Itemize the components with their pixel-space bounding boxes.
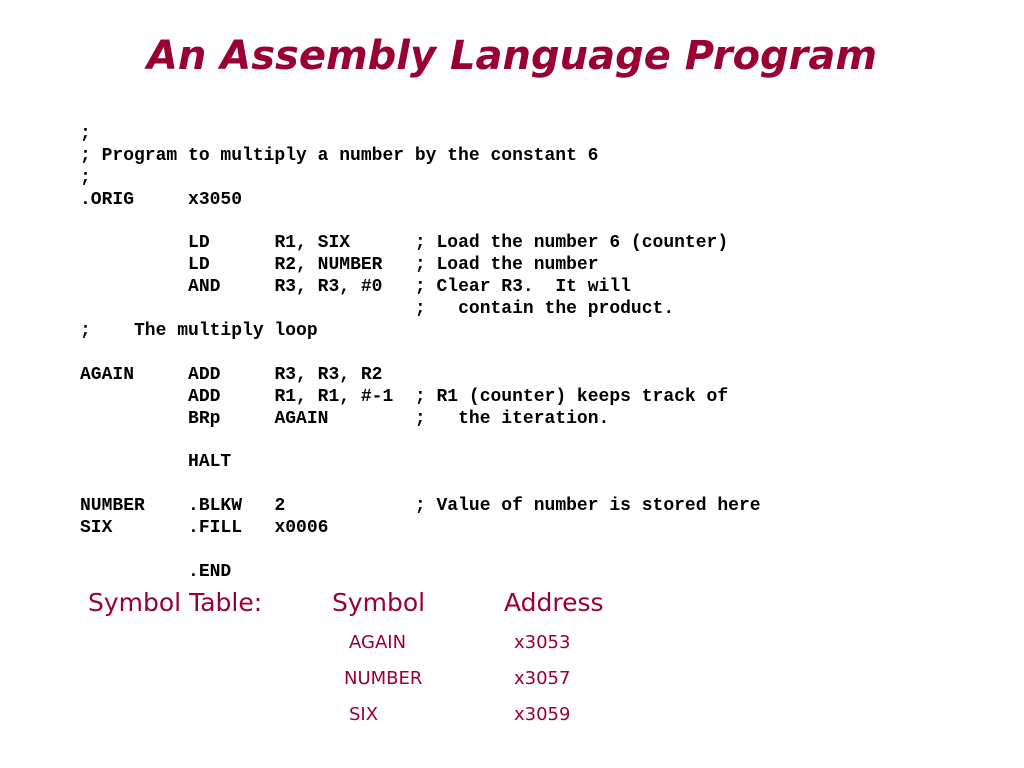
slide-title: An Assembly Language Program: [146, 33, 878, 79]
code-label: AGAIN: [80, 364, 189, 385]
code-opcode: .BLKW: [188, 496, 275, 517]
code-opcode: .END: [188, 561, 232, 582]
symbol-table-symbol: NUMBER: [344, 668, 423, 689]
code-line: [80, 452, 761, 474]
code-line: [80, 562, 761, 584]
code-label: ; The multiply loop: [80, 321, 318, 342]
code-line: [80, 518, 761, 540]
symbol-table-address: x3059: [514, 704, 571, 725]
code-comment: ; Clear R3. It will: [414, 277, 631, 298]
code-line: [80, 124, 761, 146]
code-line: [80, 474, 761, 496]
code-opcode: BRp: [188, 408, 275, 429]
code-listing: [80, 124, 761, 584]
symbol-table-address: x3057: [514, 668, 571, 689]
code-operands: R3, R3, #0: [274, 277, 415, 298]
code-label: [80, 562, 188, 582]
address-column-header: Address: [504, 588, 604, 617]
code-operands: x0006: [274, 518, 329, 539]
code-line: [80, 212, 761, 234]
code-opcode: LD: [188, 233, 275, 254]
code-opcode: .FILL: [188, 518, 275, 539]
code-line: [80, 277, 761, 299]
symbol-table-label: Symbol Table:: [88, 588, 263, 617]
code-line: [80, 190, 761, 212]
code-label: [80, 277, 188, 297]
code-opcode: AND: [188, 277, 275, 298]
code-line: [80, 168, 761, 190]
code-opcode: HALT: [188, 452, 232, 473]
code-label: SIX: [80, 518, 189, 539]
code-label: [80, 255, 188, 275]
code-comment: ; the iteration.: [414, 408, 610, 429]
symbol-table-symbol: SIX: [349, 704, 379, 725]
code-label: NUMBER: [80, 496, 189, 517]
code-comment: ; Value of number is stored here: [414, 496, 761, 517]
code-line: [80, 255, 761, 277]
code-label: ;: [80, 167, 91, 188]
code-label: [80, 387, 188, 407]
code-operands: R2, NUMBER: [274, 255, 415, 276]
code-comment: ; R1 (counter) keeps track of: [414, 386, 729, 407]
code-line: [80, 430, 761, 452]
code-label: [80, 299, 188, 319]
code-label: ; Program to multiply a number by the constant 6: [80, 145, 599, 166]
code-operands: 2: [274, 496, 415, 517]
code-line: [80, 540, 761, 562]
code-operands: R1, SIX: [274, 233, 415, 254]
code-label: [80, 452, 188, 472]
code-opcode: ADD: [188, 386, 275, 407]
code-line: [80, 321, 761, 343]
code-operands: [274, 299, 414, 319]
code-line: [80, 496, 761, 518]
code-label: ;: [80, 124, 91, 144]
code-comment: ; contain the product.: [414, 299, 675, 320]
code-line: [80, 409, 761, 431]
code-comment: ; Load the number: [414, 255, 599, 276]
code-opcode: [188, 299, 274, 319]
symbol-table-symbol: AGAIN: [349, 632, 407, 653]
code-line: [80, 365, 761, 387]
code-label: [80, 233, 188, 253]
code-opcode: x3050: [188, 189, 243, 210]
code-line: [80, 387, 761, 409]
symbol-column-header: Symbol: [332, 588, 426, 617]
code-operands: R3, R3, R2: [274, 364, 383, 385]
code-label: .ORIG: [80, 189, 189, 210]
code-operands: R1, R1, #-1: [274, 386, 415, 407]
code-line: [80, 343, 761, 365]
symbol-table-address: x3053: [514, 632, 571, 653]
code-label: [80, 409, 188, 429]
code-operands: AGAIN: [274, 408, 415, 429]
code-opcode: LD: [188, 255, 275, 276]
code-comment: ; Load the number 6 (counter): [414, 233, 729, 254]
code-line: [80, 233, 761, 255]
code-line: [80, 146, 761, 168]
code-opcode: ADD: [188, 364, 275, 385]
code-line: [80, 299, 761, 321]
